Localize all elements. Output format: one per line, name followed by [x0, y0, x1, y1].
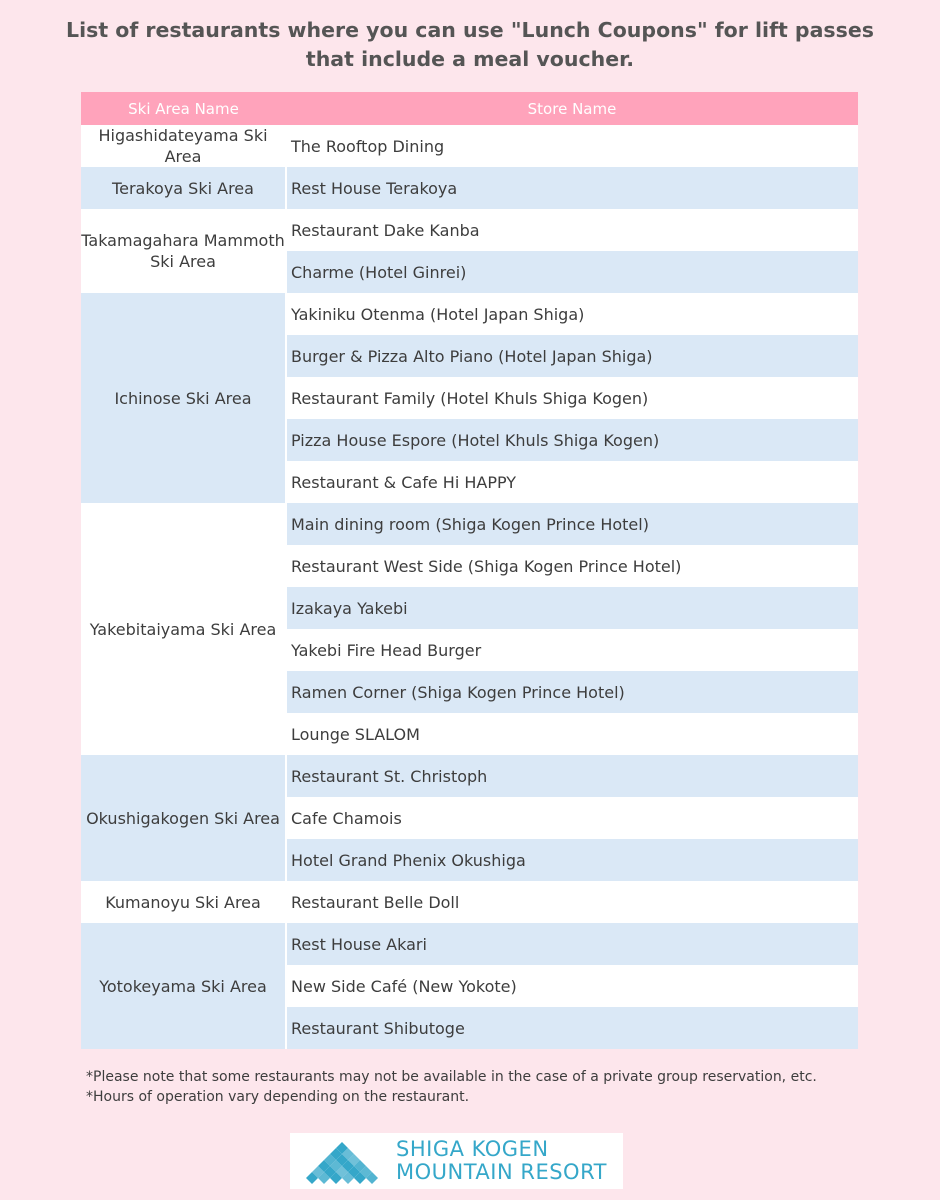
- store-cell: Cafe Chamois: [286, 797, 858, 839]
- store-cell: New Side Café (New Yokote): [286, 965, 858, 1007]
- store-cell: Yakiniku Otenma (Hotel Japan Shiga): [286, 293, 858, 335]
- table-row: [81, 503, 858, 545]
- page-title-line1: List of restaurants where you can use "Lunch Coupons" for lift passes: [66, 18, 874, 42]
- restaurant-table-container: [81, 92, 858, 1049]
- ski-area-cell: Okushigakogen Ski Area: [81, 755, 286, 881]
- table-row: [81, 209, 858, 251]
- store-cell: Charme (Hotel Ginrei): [286, 251, 858, 293]
- ski-area-cell: Yotokeyama Ski Area: [81, 923, 286, 1049]
- table-row: [81, 881, 858, 923]
- store-cell: The Rooftop Dining: [291, 136, 445, 156]
- resort-logo: [290, 1133, 623, 1189]
- store-cell: Izakaya Yakebi: [286, 587, 858, 629]
- store-cell: Restaurant St. Christoph: [286, 755, 858, 797]
- store-cell: Restaurant Shibutoge: [286, 1007, 858, 1049]
- store-cell: Hotel Grand Phenix Okushiga: [286, 839, 858, 881]
- ski-area-cell: Higashidateyama Ski Area: [81, 125, 286, 167]
- footnotes: [86, 1067, 817, 1107]
- ski-area-cell: Kumanoyu Ski Area: [81, 881, 286, 923]
- logo-line2: MOUNTAIN RESORT: [396, 1160, 607, 1184]
- store-cell: Rest House Akari: [286, 923, 858, 965]
- mountain-diamond-logo-icon: [296, 1138, 388, 1184]
- store-cell: Ramen Corner (Shiga Kogen Prince Hotel): [286, 671, 858, 713]
- store-cell: Main dining room (Shiga Kogen Prince Hotel): [286, 503, 858, 545]
- page-title-line2: that include a meal voucher.: [305, 47, 635, 71]
- store-cell: Restaurant Family (Hotel Khuls Shiga Kogen): [286, 377, 858, 419]
- table-row: [81, 167, 858, 209]
- table-row: [81, 293, 858, 335]
- ski-area-cell: Yakebitaiyama Ski Area: [81, 503, 286, 755]
- store-cell: Restaurant & Cafe Hi HAPPY: [286, 461, 858, 503]
- header-store-name: Store Name: [286, 92, 858, 125]
- restaurant-table: [81, 92, 858, 1049]
- footnote-private-reservation: *Please note that some restaurants may not be available in the case of a private group reservation, etc.: [86, 1069, 817, 1085]
- logo-text: [396, 1138, 607, 1184]
- store-cell: Yakebi Fire Head Burger: [286, 629, 858, 671]
- footnote-hours: *Hours of operation vary depending on the restaurant.: [86, 1089, 470, 1105]
- logo-line1: SHIGA KOGEN: [396, 1137, 549, 1161]
- ski-area-cell: Ichinose Ski Area: [81, 293, 286, 503]
- store-cell: Restaurant Dake Kanba: [286, 209, 858, 251]
- ski-area-cell: Terakoya Ski Area: [81, 167, 286, 209]
- store-cell: Burger & Pizza Alto Piano (Hotel Japan Shiga): [286, 335, 858, 377]
- page-title: [0, 16, 940, 74]
- store-cell: Restaurant West Side (Shiga Kogen Prince Hotel): [286, 545, 858, 587]
- table-row: [81, 755, 858, 797]
- table-header-row: [81, 92, 858, 125]
- header-ski-area: Ski Area Name: [81, 92, 286, 125]
- store-cell: Pizza House Espore (Hotel Khuls Shiga Kogen): [286, 419, 858, 461]
- table-row: [81, 923, 858, 965]
- table-row: [81, 125, 858, 167]
- store-cell: Rest House Terakoya: [291, 178, 458, 198]
- store-cell: Lounge SLALOM: [286, 713, 858, 755]
- ski-area-cell: Takamagahara Mammoth Ski Area: [81, 209, 286, 293]
- store-cell: Restaurant Belle Doll: [291, 892, 460, 912]
